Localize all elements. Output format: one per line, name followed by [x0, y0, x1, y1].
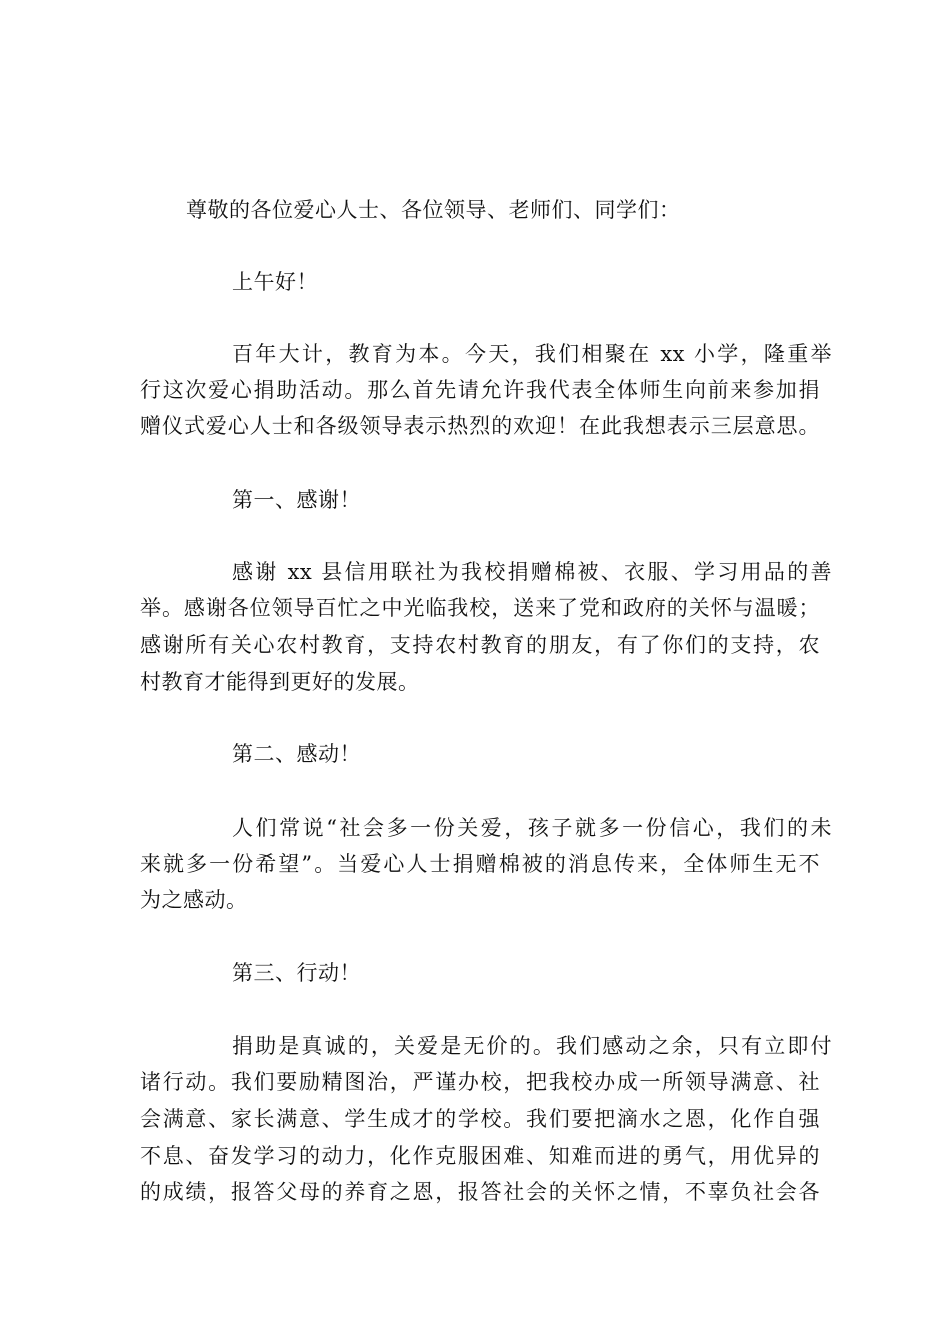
section-heading-3: 第三、行动！ — [232, 961, 361, 985]
salutation: 尊敬的各位爱心人士、各位领导、老师们、同学们： — [186, 198, 681, 222]
paragraph-2-line-1: 感谢 xx 县信用联社为我校捐赠棉被、衣服、学习用品的善 — [232, 560, 832, 584]
paragraph-4-line-3: 会满意、家长满意、学生成才的学校。我们要把滴水之恩，化作自强 — [140, 1107, 820, 1131]
paragraph-4-line-4: 不息、奋发学习的动力，化作克服困难、知难而进的勇气，用优异的 — [140, 1144, 820, 1168]
section-heading-2: 第二、感动！ — [232, 742, 361, 766]
paragraph-4-line-5: 的成绩，报答父母的养育之恩，报答社会的关怀之情，不辜负社会各 — [140, 1180, 820, 1204]
paragraph-1-line-1: 百年大计，教育为本。今天，我们相聚在 xx 小学，隆重举 — [232, 342, 832, 366]
greeting: 上午好！ — [232, 270, 318, 294]
paragraph-3-line-3: 为之感动。 — [140, 888, 248, 912]
section-heading-1: 第一、感谢！ — [232, 488, 361, 512]
paragraph-4-line-2: 诸行动。我们要励精图治，严谨办校，把我校办成一所领导满意、社 — [140, 1070, 820, 1094]
paragraph-1-line-2: 行这次爱心捐助活动。那么首先请允许我代表全体师生向前来参加捐 — [140, 378, 820, 402]
paragraph-4-line-1: 捐助是真诚的，关爱是无价的。我们感动之余，只有立即付 — [232, 1034, 832, 1058]
paragraph-2-line-4: 村教育才能得到更好的发展。 — [140, 670, 420, 694]
paragraph-3-line-2: 来就多一份希望”。当爱心人士捐赠棉被的消息传来，全体师生无不 — [140, 852, 820, 876]
paragraph-2-line-3: 感谢所有关心农村教育，支持农村教育的朋友，有了你们的支持，农 — [140, 633, 820, 657]
paragraph-1-line-3: 赠仪式爱心人士和各级领导表示热烈的欢迎！在此我想表示三层意思。 — [140, 414, 820, 438]
paragraph-3-line-1: 人们常说“社会多一份关爱，孩子就多一份信心，我们的未 — [232, 816, 832, 840]
paragraph-2-line-2: 举。感谢各位领导百忙之中光临我校，送来了党和政府的关怀与温暖； — [140, 596, 820, 620]
